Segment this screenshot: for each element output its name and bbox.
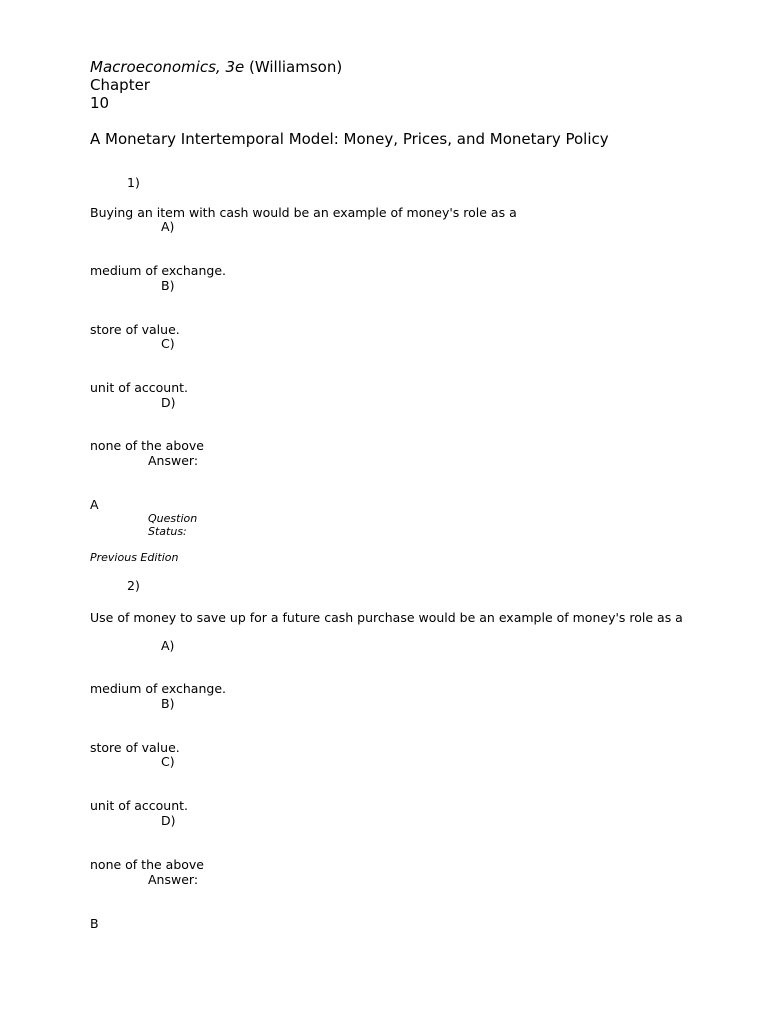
option-letter: A) [161, 638, 175, 653]
status-label: Question [148, 512, 198, 525]
answer-value: A [90, 497, 99, 512]
option-text: none of the above [90, 857, 204, 872]
option-letter: B) [161, 278, 175, 293]
book-title: Macroeconomics, 3e [90, 58, 245, 76]
option-text: medium of exchange. [90, 263, 226, 278]
option-text: medium of exchange. [90, 681, 226, 696]
question-stem: Buying an item with cash would be an example of money's role as a [90, 205, 517, 220]
option-letter: C) [161, 754, 175, 769]
option-letter: A) [161, 219, 175, 234]
status-label: Status: [148, 525, 187, 538]
chapter-label: Chapter [90, 76, 150, 94]
chapter-title: A Monetary Intertemporal Model: Money, Prices, and Monetary Policy [90, 130, 609, 148]
option-text: store of value. [90, 322, 180, 337]
option-letter: D) [161, 395, 176, 410]
option-text: none of the above [90, 438, 204, 453]
status-value: Previous Edition [90, 551, 179, 564]
option-letter: D) [161, 813, 176, 828]
answer-label: Answer: [148, 453, 199, 468]
answer-value: B [90, 916, 99, 931]
book-heading [90, 60, 342, 75]
option-letter: C) [161, 336, 175, 351]
chapter-number: 10 [90, 94, 110, 112]
option-letter: B) [161, 696, 175, 711]
option-text: unit of account. [90, 380, 188, 395]
question-number: 2) [127, 578, 140, 593]
answer-label: Answer: [148, 872, 199, 887]
question-stem: Use of money to save up for a future cash purchase would be an example of money's role as a [90, 610, 683, 625]
book-author: (Williamson) [249, 58, 343, 76]
option-text: unit of account. [90, 798, 188, 813]
option-text: store of value. [90, 740, 180, 755]
question-number: 1) [127, 175, 140, 190]
